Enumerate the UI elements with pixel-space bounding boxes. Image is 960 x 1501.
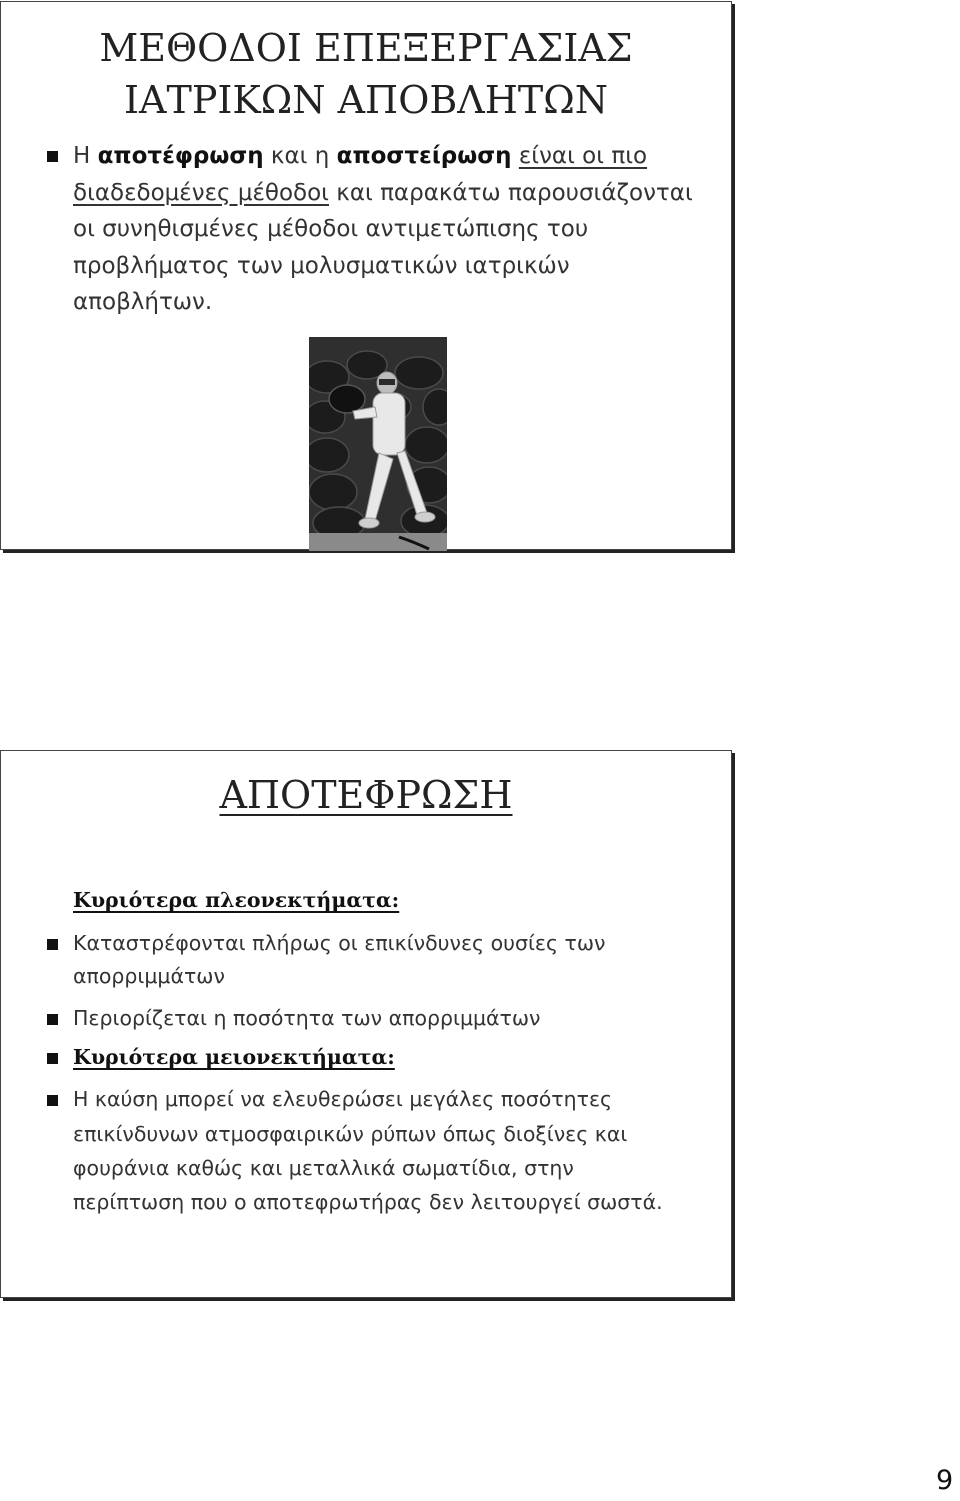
advantage-1-line-1: Καταστρέφονται πλήρως οι επικίνδυνες ουσίες των <box>73 931 606 955</box>
bullet-square-icon <box>47 1014 58 1025</box>
slide-title <box>1 22 731 126</box>
title-line-2: ΙΑΤΡΙΚΩΝ ΑΠΟΒΛΗΤΩΝ <box>124 78 608 122</box>
worker-in-protective-suit-icon <box>309 337 447 551</box>
bold-sterilization: αποστείρωση <box>336 143 512 169</box>
slide-title: ΑΠΟΤΕΦΡΩΣΗ <box>219 773 513 817</box>
advantage-2: Περιορίζεται η ποσότητα των απορριμμάτων <box>73 1006 541 1030</box>
bullet-square-icon <box>47 1095 58 1106</box>
disadvantages-heading: Κυριότερα μειονεκτήματα: <box>73 1045 395 1069</box>
disadvantage-1-line-1: Η καύση μπορεί να ελευθερώσει μεγάλες ποσότητες <box>73 1087 613 1111</box>
bullet-square-icon <box>47 939 58 950</box>
slide-methods <box>0 1 732 550</box>
advantages-heading: Κυριότερα πλεονεκτήματα: <box>73 888 400 912</box>
bullet-square-icon <box>47 1053 58 1064</box>
disadvantage-1-line-2: επικίνδυνων ατμοσφαιρικών ρύπων όπως διοξίνες και <box>73 1122 628 1146</box>
advantage-1-line-2: απορριμμάτων <box>73 964 225 988</box>
disadvantage-1-line-4: περίπτωση που ο αποτεφρωτήρας δεν λειτουργεί σωστά. <box>73 1190 663 1214</box>
disadvantage-1-line-3: φουράνια καθώς και μεταλλικά σωματίδια, στην <box>73 1156 574 1180</box>
slide-incineration <box>0 750 732 1298</box>
underlined-phrase: είναι οι πιο διαδεδομένες μέθοδοι <box>73 143 648 206</box>
bold-incineration: αποτέφρωση <box>97 143 264 169</box>
worker-photo <box>309 337 447 551</box>
title-line-1: ΜΕΘΟΔΟΙ ΕΠΕΞΕΡΓΑΣΙΑΣ <box>99 26 633 70</box>
page-number: 9 <box>936 1465 954 1496</box>
bullet-square-icon <box>47 151 58 162</box>
methods-bullet-text: Η αποτέφρωση και η αποστείρωση είναι οι πιο διαδεδομένες μέθοδοι και παρακάτω παρουσιάζονται οι συνηθισμένες μέθοδοι αντιμετώπισης του προβλήματος των μολυσματικών ιατρικών αποβλήτων. <box>73 143 693 315</box>
